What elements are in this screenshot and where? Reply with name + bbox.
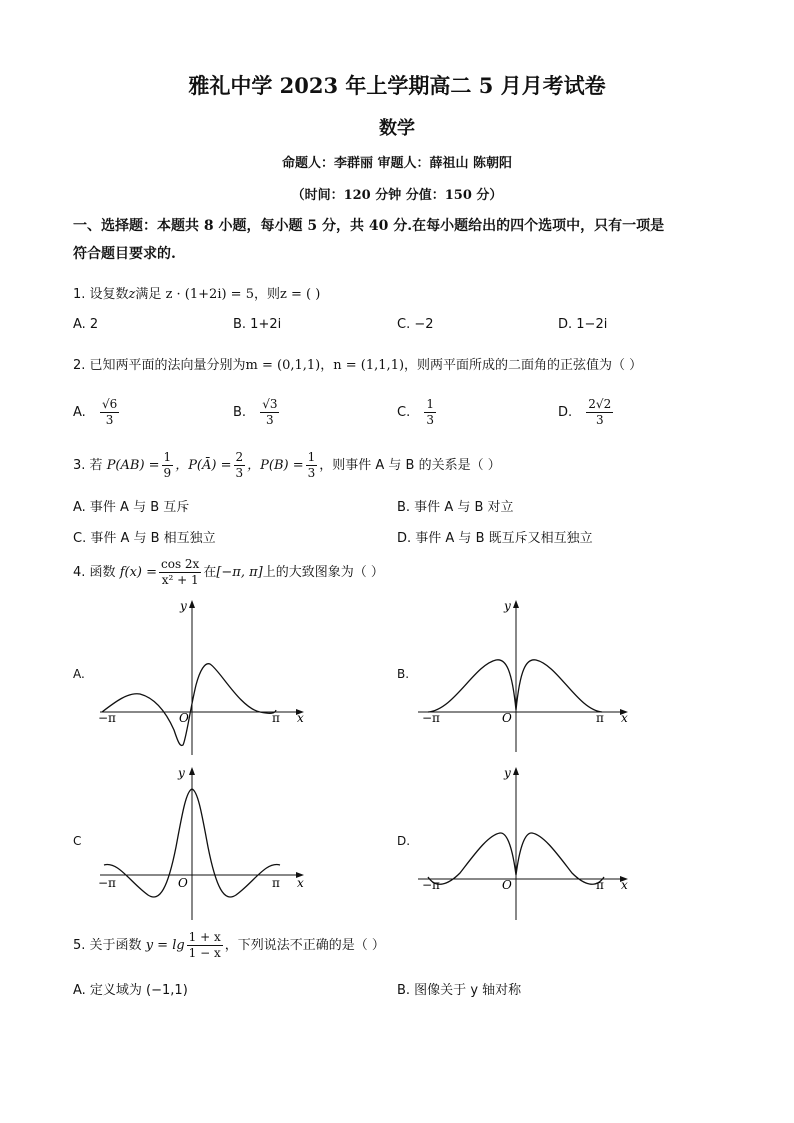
q1-var: z	[128, 287, 136, 302]
q1-option-c: C. −2	[397, 317, 434, 332]
subject-title: 数学	[379, 118, 415, 139]
q2-option-c-den: 3	[426, 413, 434, 427]
graph-c-pi: π	[272, 876, 280, 890]
q2-option-c-letter: C.	[397, 405, 411, 420]
q5-fn: y = lg	[145, 938, 185, 953]
q2-option-b-num: √3	[262, 397, 278, 411]
q3-p-ab-den: 9	[163, 466, 172, 480]
graph-a-origin: O	[179, 711, 189, 725]
q2-option-c-fraction	[424, 397, 436, 428]
q4-interval: [−π, π]	[216, 565, 263, 580]
q2-option-d-num: 2√2	[588, 397, 612, 411]
q1-equation: z · (1+2i) = 5	[165, 287, 254, 302]
time-score-line: （时间：120 分钟 分值：150 分）	[291, 188, 503, 203]
graph-b	[414, 590, 644, 760]
q5-prefix: 5. 关于函数	[73, 938, 142, 953]
graph-c-y-arrow-icon	[189, 767, 195, 775]
q2-option-a-den: 3	[105, 413, 114, 427]
q5-den: 1 − x	[188, 946, 221, 960]
q3-p-b: ，P(B) =	[247, 458, 304, 473]
graph-b-pi: π	[596, 711, 604, 725]
graph-c	[90, 757, 320, 927]
section-heading-line2: 符合题目要求的.	[73, 246, 176, 262]
q2-option-a-fraction	[100, 397, 119, 428]
q1-option-b: B. 1+2i	[233, 317, 282, 332]
graph-b-origin: O	[502, 711, 512, 725]
graph-c-y-label: y	[178, 766, 185, 780]
graph-b-x-label: x	[621, 711, 628, 725]
q2-option-a	[73, 397, 121, 428]
q2-option-d-fraction	[586, 397, 613, 428]
q3-p-b-fraction	[306, 450, 318, 481]
graph-c-label: C	[73, 834, 82, 848]
q4-suffix: 上的大致图象为（ ）	[262, 565, 384, 580]
question-2	[73, 354, 642, 373]
q1-option-d: D. 1−2i	[558, 317, 608, 332]
q1-suffix: ，则	[253, 287, 280, 302]
q5-option-a: A. 定义域为 (−1,1)	[73, 983, 188, 998]
q3-p-ab-fraction	[162, 450, 174, 481]
graph-c-x-label: x	[297, 876, 304, 890]
q2-option-b-letter: B.	[233, 405, 247, 420]
section-heading-line1: 一、选择题：本题共 8 小题，每小题 5 分，共 40 分.在每小题给出的四个选项中，只有一项是	[73, 218, 665, 234]
question-4	[73, 557, 384, 588]
graph-b-curve	[428, 660, 602, 712]
graph-d-label: D.	[397, 834, 411, 848]
q2-option-d-letter: D.	[558, 405, 573, 420]
q2-option-d-den: 3	[595, 413, 604, 427]
q2-vector-n: n = (1,1,1)	[333, 358, 405, 373]
graph-a-pi: π	[272, 711, 280, 725]
graph-a-x-label: x	[297, 711, 304, 725]
graph-d-y-label: y	[504, 766, 511, 780]
authors-line: 命题人：李群丽 审题人：薛祖山 陈朝阳	[281, 156, 513, 171]
exam-title: 雅礼中学 2023 年上学期高二 5 月月考试卷	[188, 73, 606, 98]
graph-a-y-label: y	[180, 599, 187, 613]
q1-ask: z = ( )	[280, 287, 321, 302]
q3-option-d: D. 事件 A 与 B 既互斥又相互独立	[397, 531, 593, 546]
q3-suffix: ，则事件 A 与 B 的关系是（ ）	[319, 458, 501, 473]
q2-option-b-fraction	[260, 397, 279, 428]
graph-d-y-arrow-icon	[513, 767, 519, 775]
q3-p-ab: P(AB) =	[106, 458, 160, 473]
q5-option-b: B. 图像关于 y 轴对称	[397, 983, 522, 998]
question-1	[73, 283, 320, 302]
graph-b-y-arrow-icon	[513, 600, 519, 608]
q3-p-a-num: 2	[235, 450, 244, 464]
q1-prefix: 1. 设复数	[73, 287, 129, 302]
q4-fx: f(x) =	[119, 565, 157, 580]
q2-suffix: ，则两平面所成的二面角的正弦值为（ ）	[404, 358, 643, 373]
q3-p-b-num: 1	[307, 450, 316, 464]
q2-option-a-letter: A.	[73, 405, 86, 420]
q2-option-d	[558, 397, 615, 428]
q4-fraction	[159, 557, 201, 588]
q2-option-b-den: 3	[266, 413, 274, 427]
q3-option-b: B. 事件 A 与 B 对立	[397, 500, 514, 515]
graph-a-y-arrow-icon	[189, 600, 195, 608]
q2-option-a-num: √6	[101, 397, 118, 411]
q4-prefix: 4. 函数	[73, 565, 116, 580]
q4-den: x² + 1	[161, 573, 199, 587]
q1-option-a: A. 2	[73, 317, 99, 332]
q3-p-b-den: 3	[307, 466, 316, 480]
graph-a-label: A.	[73, 667, 85, 681]
question-5	[73, 930, 385, 961]
q3-p-a-fraction	[234, 450, 246, 481]
graph-a-neg-pi: −π	[98, 711, 116, 725]
graph-c-origin: O	[178, 876, 188, 890]
graph-d-x-label: x	[621, 878, 628, 892]
question-3	[73, 450, 501, 481]
graph-d-pi: π	[596, 878, 604, 892]
q3-p-a: ，P(Ā) =	[175, 458, 232, 473]
graph-d-origin: O	[502, 878, 512, 892]
q2-option-c	[397, 397, 438, 428]
q4-mid: 在	[203, 565, 217, 580]
graph-d-neg-pi: −π	[422, 878, 440, 892]
q5-num: 1 + x	[188, 930, 221, 944]
q2-option-c-num: 1	[426, 397, 434, 411]
graph-b-label: B.	[397, 667, 410, 681]
q5-fraction	[187, 930, 223, 961]
graph-c-neg-pi: −π	[98, 876, 116, 890]
graph-b-y-label: y	[504, 599, 511, 613]
graph-b-neg-pi: −π	[422, 711, 440, 725]
q3-option-a: A. 事件 A 与 B 互斥	[73, 500, 190, 515]
q3-option-c: C. 事件 A 与 B 相互独立	[73, 531, 216, 546]
q2-comma: ，	[320, 358, 334, 373]
q2-prefix: 2. 已知两平面的法向量分别为	[73, 358, 246, 373]
graph-a	[90, 590, 320, 760]
graph-a-curve	[102, 664, 276, 746]
q1-mid: 满足	[135, 287, 162, 302]
q3-prefix: 3. 若	[73, 458, 103, 473]
q2-vector-m: m = (0,1,1)	[245, 358, 321, 373]
q3-p-ab-num: 1	[163, 450, 172, 464]
q2-option-b	[233, 397, 281, 428]
q5-suffix: ，下列说法不正确的是（ ）	[224, 938, 385, 953]
graph-d	[414, 757, 644, 927]
q4-num: cos 2x	[161, 557, 200, 571]
q3-p-a-den: 3	[235, 466, 244, 480]
